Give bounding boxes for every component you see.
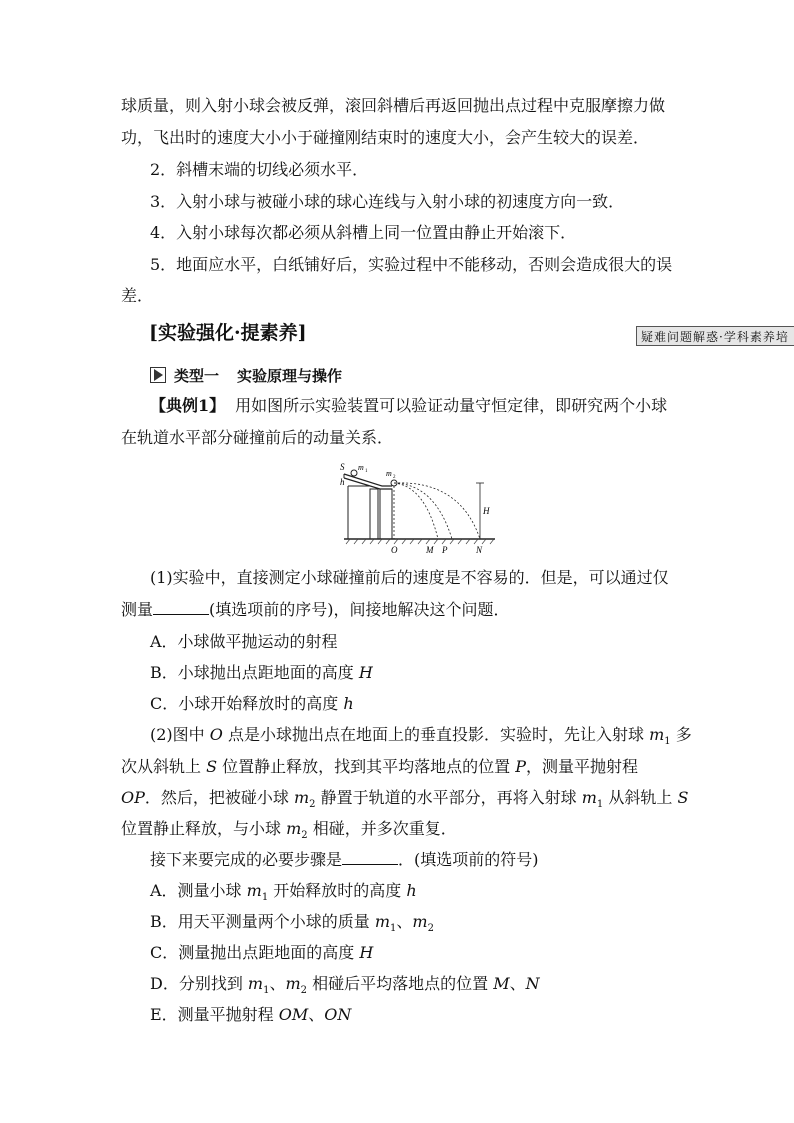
q2-l1-a: (2)图中 xyxy=(150,725,210,744)
q2-opt-b-pre: B．用天平测量两个小球的质量 xyxy=(150,912,375,931)
q2-opt-d-m1: m xyxy=(247,974,264,993)
q2-l2-S: S xyxy=(206,757,218,776)
play-triangle-icon xyxy=(150,367,166,383)
section-title: [实验强化·提素养] xyxy=(149,322,307,344)
note-4: 4．入射小球每次都必须从斜槽上同一位置由静止开始滚下． xyxy=(150,223,577,242)
q2-opt-b-sep: 、 xyxy=(396,912,413,931)
q1-option-c-var: h xyxy=(343,694,354,713)
q1-answer-blank[interactable] xyxy=(153,600,209,615)
q2-opt-e-pre: E．测量平抛射程 xyxy=(150,1005,279,1024)
section-tag-bar xyxy=(636,326,794,346)
q2-opt-d-M: M xyxy=(493,974,510,993)
q2-opt-a-pre: A．测量小球 xyxy=(150,881,247,900)
q2-option-a xyxy=(150,880,417,909)
intro-line-2: 功，飞出时的速度大小小于碰撞刚结束时的速度大小，会产生较大的误差． xyxy=(121,128,650,147)
q2-l3-c: 从斜轨上 xyxy=(603,788,678,807)
q1-option-a: A．小球做平抛运动的射程 xyxy=(150,632,338,651)
q2-opt-b-m1: m xyxy=(374,912,391,931)
q1-line-1: (1)实验中，直接测定小球碰撞前后的速度是不容易的．但是，可以通过仅 xyxy=(150,568,669,587)
q2-line-1 xyxy=(150,724,692,753)
q2-line-2 xyxy=(121,756,638,778)
q2-l2-b: 位置静止释放，找到其平均落地点的位置 xyxy=(217,757,516,776)
q2-option-d xyxy=(150,973,540,1002)
q2-l2-P: P xyxy=(515,757,527,776)
label-m2: m xyxy=(386,469,392,478)
q2-opt-b-sub1: 1 xyxy=(390,923,397,935)
ground-hatch xyxy=(346,539,494,544)
trajectory-n xyxy=(394,483,480,539)
q2-option-b xyxy=(150,911,434,940)
q2-opt-c-pre: C．测量抛出点距地面的高度 xyxy=(150,943,360,962)
q2-l3-sub: 2 xyxy=(309,799,316,811)
q2-opt-e-sep: 、 xyxy=(308,1005,325,1024)
example-tag: 【典例1】 xyxy=(150,396,226,415)
q2-option-e xyxy=(150,1004,351,1026)
label-M: M xyxy=(426,545,434,555)
q2-opt-a-post: 开始释放时的高度 xyxy=(268,881,407,900)
q2-opt-a-var: h xyxy=(406,881,417,900)
chute-rail-lower xyxy=(344,478,392,489)
q2-l4-m: m xyxy=(286,819,302,838)
note-5-cont: 差． xyxy=(121,286,154,305)
q1-option-b-text: B．小球抛出点距地面的高度 xyxy=(150,663,359,682)
trajectory-p xyxy=(394,483,452,539)
q2-l3-a: ．然后，把被碰小球 xyxy=(144,788,294,807)
q2-l3-S: S xyxy=(677,788,689,807)
q2-line-4 xyxy=(121,818,457,847)
label-h: h xyxy=(340,477,345,487)
q2-opt-a-m: m xyxy=(246,881,262,900)
section-tag: 疑难问题解惑·学科素养培 xyxy=(641,330,789,344)
q2-l1-c: 多 xyxy=(670,725,692,744)
q1-option-b xyxy=(150,662,373,684)
q2-l1-sub: 1 xyxy=(664,736,671,748)
q2-opt-e-ON: ON xyxy=(324,1005,352,1024)
q2-l5-pre: 接下来要完成的必要步骤是 xyxy=(150,850,343,869)
note-5: 5．地面应水平，白纸铺好后，实验过程中不能移动，否则会造成很大的误 xyxy=(150,255,673,274)
q2-line-5 xyxy=(150,849,539,871)
label-P: P xyxy=(442,545,448,555)
q2-l2-c: ，测量平抛射程 xyxy=(526,757,639,776)
example-text-1: 用如图所示实验装置可以验证动量守恒定律，即研究两个小球 xyxy=(235,396,668,415)
chute-support xyxy=(370,489,378,539)
q2-opt-b-m2: m xyxy=(412,912,428,931)
q1-line-2-pre: 测量 xyxy=(121,600,154,619)
intro-line-1: 球质量，则入射小球会被反弹，滚回斜槽后再返回抛出点过程中克服摩擦力做 xyxy=(121,96,666,115)
experiment-figure xyxy=(330,456,500,556)
q2-opt-d-mid: 相碰后平均落地点的位置 xyxy=(307,974,494,993)
example-line-2: 在轨道水平部分碰撞前后的动量关系． xyxy=(121,428,394,447)
q2-opt-a-sub: 1 xyxy=(261,892,269,904)
note-3: 3．入射小球与被碰小球的球心连线与入射小球的初速度方向一致． xyxy=(150,192,625,211)
q2-line-3 xyxy=(121,787,688,816)
q2-opt-d-sub1: 1 xyxy=(263,985,270,997)
type-label: 类型一 xyxy=(174,367,220,385)
q2-option-c xyxy=(150,942,373,964)
label-H: H xyxy=(483,506,490,516)
label-m1-sub: 1 xyxy=(365,469,368,474)
q2-opt-d-m2: m xyxy=(285,974,301,993)
q2-l1-O: O xyxy=(209,725,223,744)
label-O: O xyxy=(391,545,398,555)
q2-l3-sub2: 1 xyxy=(596,799,604,811)
q2-l3-OP: OP xyxy=(121,788,145,807)
q2-l4-b: 相碰，并多次重复． xyxy=(307,819,457,838)
stand xyxy=(348,486,370,539)
q1-option-c xyxy=(150,693,354,715)
q2-l2-a: 次从斜轨上 xyxy=(121,757,207,776)
q1-line-2-post: (填选项前的序号)，间接地解决这个问题． xyxy=(209,600,510,619)
label-S: S xyxy=(340,462,345,472)
q2-l3-b: 静置于轨道的水平部分，再将入射球 xyxy=(315,788,582,807)
q2-opt-b-sub2: 2 xyxy=(427,923,434,935)
example-line-1 xyxy=(150,395,667,417)
q2-l1-m: m xyxy=(649,725,665,744)
q2-opt-e-OM: OM xyxy=(278,1005,309,1024)
q2-opt-d-sep: 、 xyxy=(269,974,286,993)
q2-l1-b: 点是小球抛出点在地面上的垂直投影．实验时，先让入射球 xyxy=(222,725,650,744)
label-m1: m xyxy=(358,463,364,472)
q2-l4-a: 位置静止释放，与小球 xyxy=(121,819,287,838)
type-heading xyxy=(150,365,342,386)
note-2: 2．斜槽末端的切线必须水平． xyxy=(150,160,369,179)
q2-l3-m2: m xyxy=(581,788,597,807)
type-title: 实验原理与操作 xyxy=(237,367,343,385)
q2-opt-c-var: H xyxy=(359,943,374,962)
ball-m1 xyxy=(351,470,357,476)
label-N: N xyxy=(476,545,483,555)
q2-opt-d-sep2: 、 xyxy=(509,974,526,993)
trajectory-m xyxy=(394,483,438,539)
q2-answer-blank[interactable] xyxy=(342,850,398,865)
q2-opt-d-pre: D．分别找到 xyxy=(150,974,248,993)
q1-option-b-var: H xyxy=(358,663,373,682)
q2-opt-d-sub2: 2 xyxy=(300,985,308,997)
q1-option-c-text: C．小球开始释放时的高度 xyxy=(150,694,344,713)
q2-opt-d-N: N xyxy=(525,974,540,993)
table-leg xyxy=(380,489,392,539)
q2-l5-post: ．(填选项前的符号) xyxy=(398,850,539,869)
label-m2-sub: 2 xyxy=(393,475,396,480)
q1-line-2 xyxy=(121,599,510,621)
q2-l3-m: m xyxy=(293,788,310,807)
q2-l4-sub: 2 xyxy=(301,830,308,842)
